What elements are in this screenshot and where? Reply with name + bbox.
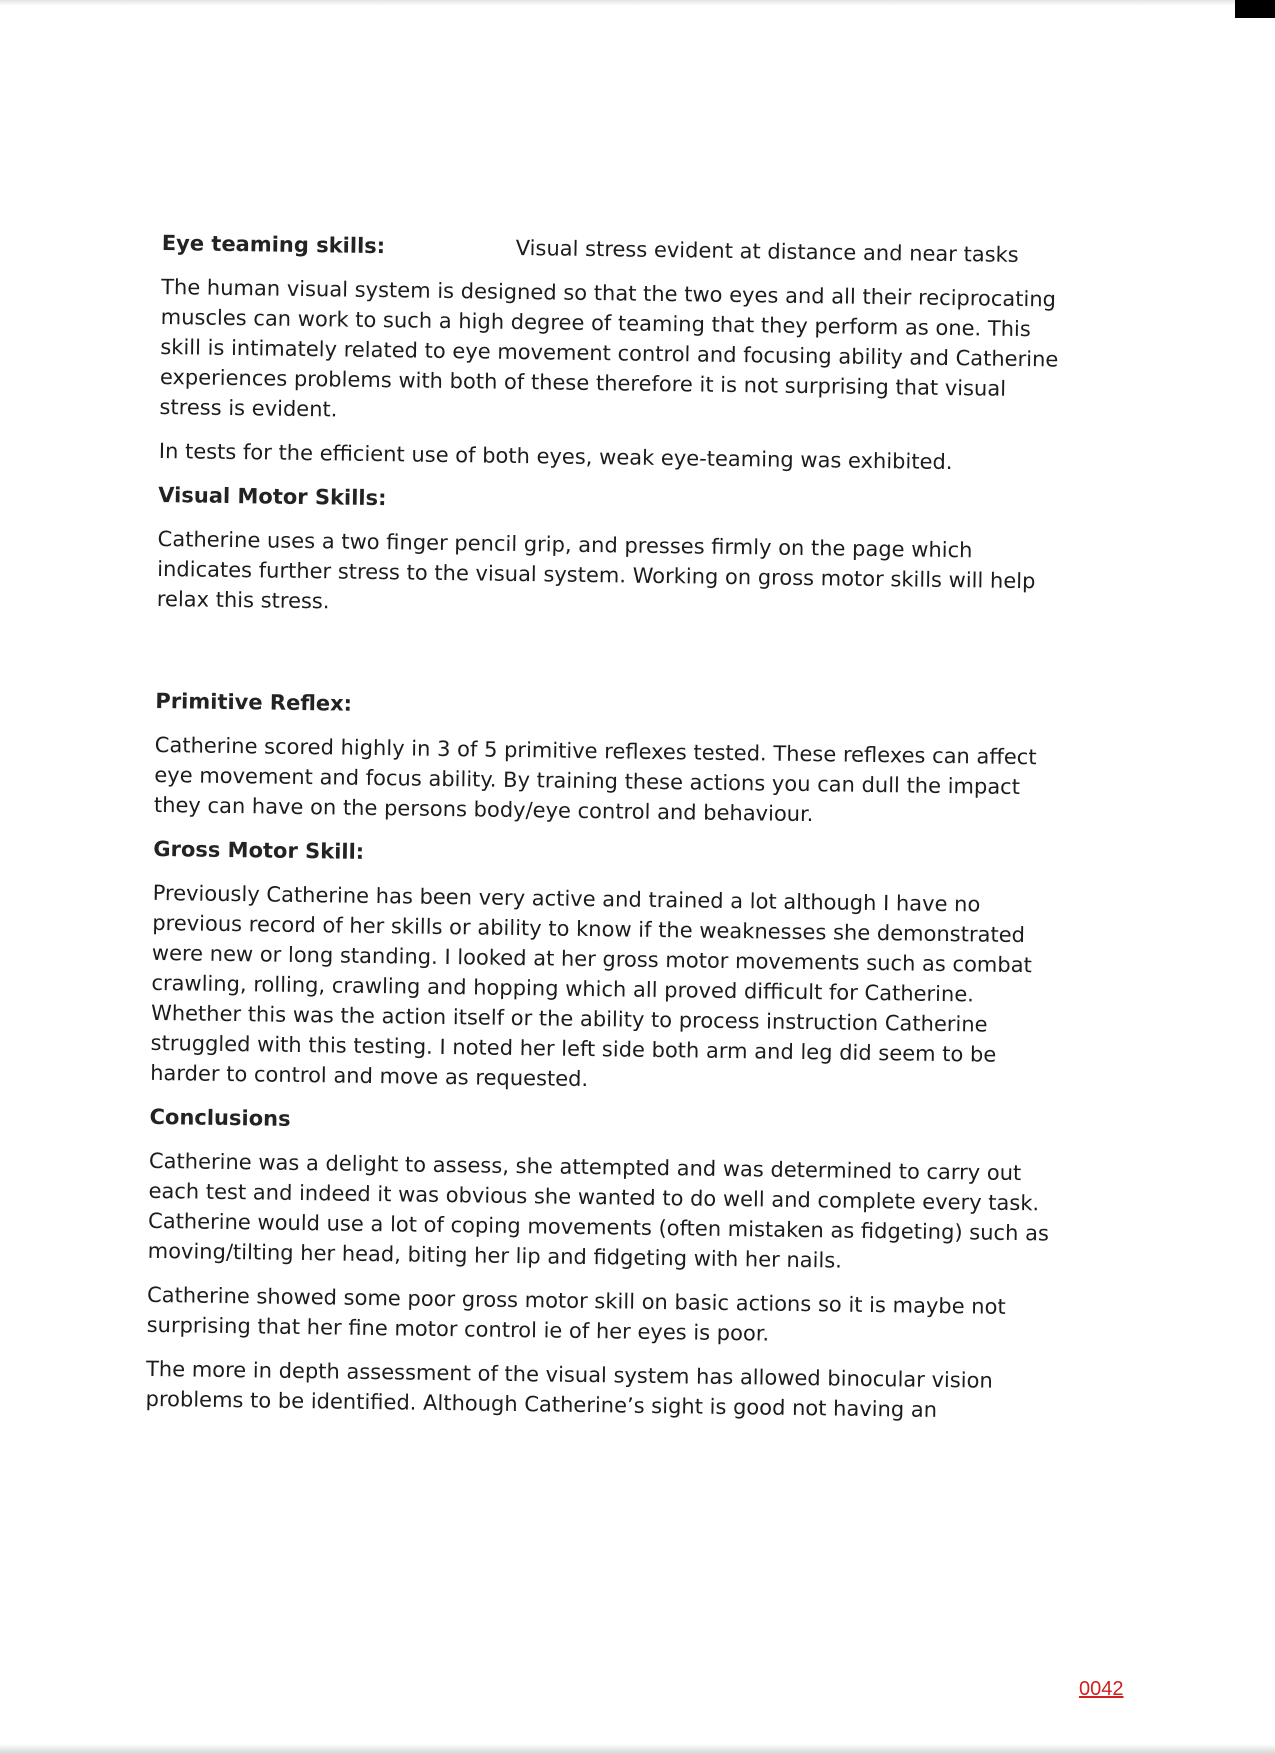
eye-teaming-paragraph-2: In tests for the efficient use of both eyes, weak eye-teaming was exhibited. bbox=[158, 438, 953, 475]
conclusions-heading: Conclusions bbox=[149, 1104, 291, 1131]
visual-motor-paragraph: Catherine uses a two finger pencil grip, and presses firmly on the page which indicates further stress to the visual system. Working on gross motor skills will help relax this stress. bbox=[156, 526, 1036, 614]
eye-teaming-heading: Eye teaming skills: bbox=[161, 230, 386, 259]
conclusions-paragraph-1: Catherine was a delight to assess, she attempted and was determined to carry out each test and indeed it was obvious she wanted to do well and complete every task. Catherine would use a lot of coping movements (often mistaken as fidgeting) such as moving/tilting her head, biting her lip and fidgeting with her nails. bbox=[147, 1148, 1050, 1273]
visual-motor-heading: Visual Motor Skills: bbox=[158, 482, 387, 511]
gross-motor-paragraph: Previously Catherine has been very active and trained a lot although I have no previous record of her skills or ability to know if the weaknesses she demonstrated were new or long standing. I looked at her gross motor movements such as combat crawling, rolling, crawling and hopping which all proved difficult for Catherine. Whether this was the action itself or the ability to process instruction Catherine struggled with this testing. I noted her left side both arm and leg did seem to be harder to control and move as requested. bbox=[150, 880, 1032, 1092]
eye-teaming-row bbox=[162, 228, 1072, 271]
primitive-reflex-paragraph: Catherine scored highly in 3 of 5 primitive reflexes tested. These reflexes can affect eye movement and focus ability. By training these actions you can dull the impact they can have on the persons body/eye control and behaviour. bbox=[153, 732, 1037, 827]
eye-teaming-value: Visual stress evident at distance and near tasks bbox=[515, 235, 1019, 267]
report-body bbox=[145, 228, 1072, 1441]
conclusions-paragraph-3: The more in depth assessment of the visual system has allowed binocular vision problems to be identified. Although Catherine’s sight is good not having an bbox=[145, 1356, 993, 1422]
eye-teaming-paragraph-1: The human visual system is designed so that the two eyes and all their reciprocating muscles can work to such a high degree of teaming that they perform as one. This skill is intimately related to eye movement control and focusing ability and Catherine experiences problems with both of these therefore it is not surprising that visual stress is evident. bbox=[159, 274, 1059, 422]
scan-corner-mark bbox=[1235, 0, 1275, 18]
page-number: 0042 bbox=[1079, 1678, 1124, 1700]
scan-edge-bottom bbox=[0, 1744, 1275, 1754]
scan-edge-top bbox=[0, 0, 1275, 6]
primitive-reflex-heading: Primitive Reflex: bbox=[155, 688, 353, 716]
gross-motor-heading: Gross Motor Skill: bbox=[153, 836, 365, 864]
conclusions-paragraph-2: Catherine showed some poor gross motor skill on basic actions so it is maybe not surprising that her fine motor control ie of her eyes is poor. bbox=[146, 1282, 1006, 1346]
